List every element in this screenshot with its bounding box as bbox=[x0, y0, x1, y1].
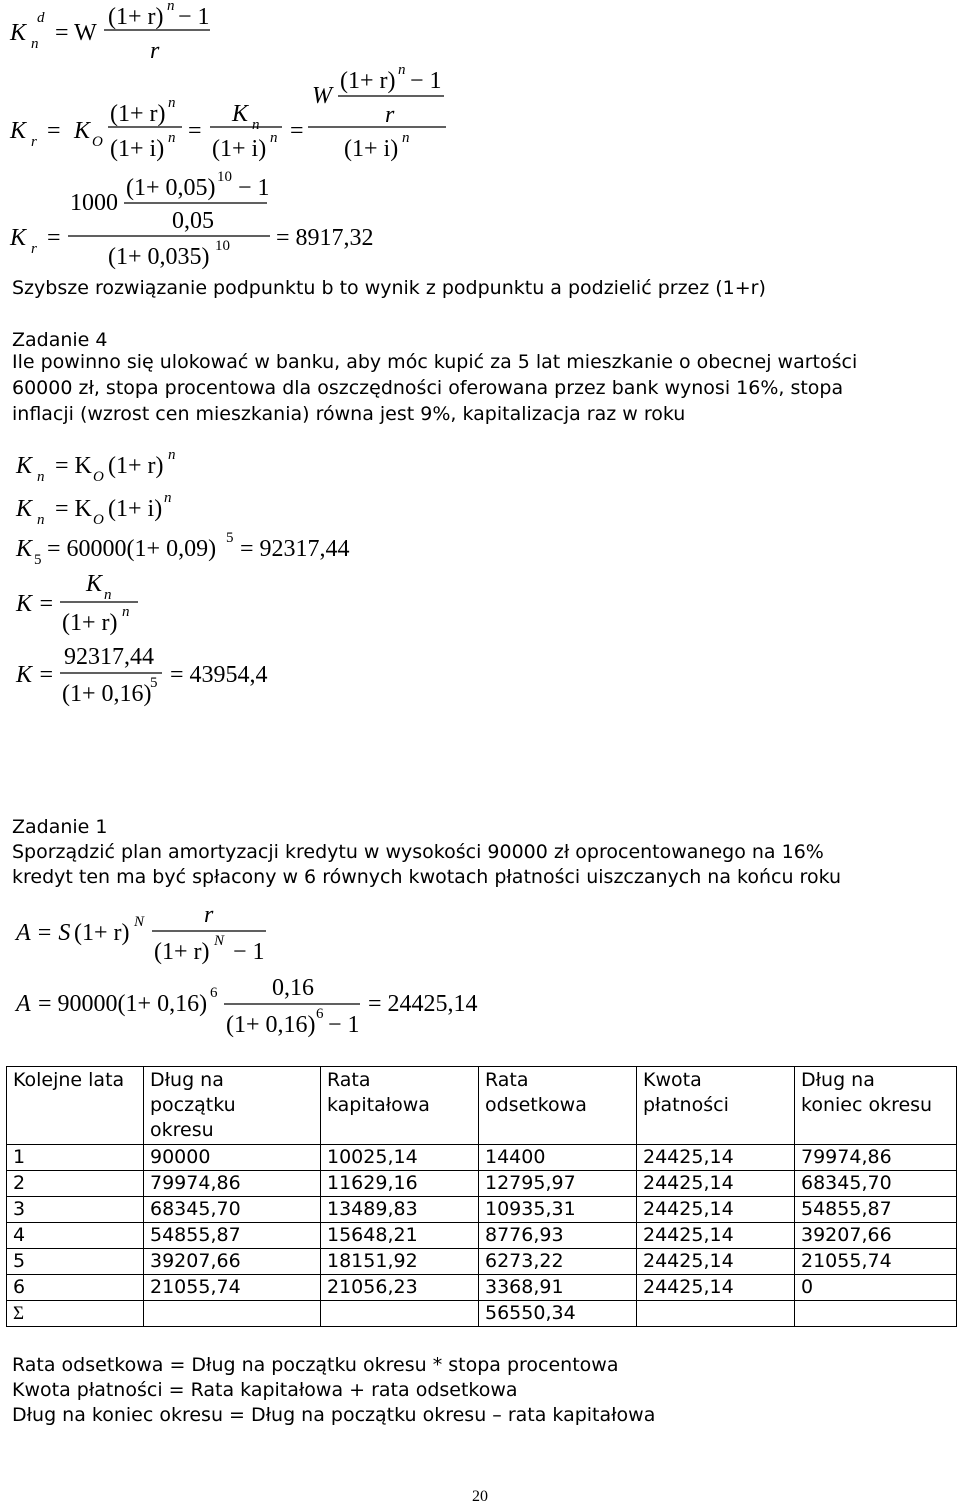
cell: 8776,93 bbox=[479, 1223, 637, 1249]
eq1-num: (1+ r) bbox=[108, 4, 164, 30]
eq2-K0-sub: O bbox=[92, 134, 103, 150]
formula-real-value bbox=[9, 62, 446, 162]
svg-text:A = S: A = S bbox=[16, 920, 71, 946]
table-row bbox=[7, 1197, 957, 1223]
cell: 68345,70 bbox=[795, 1171, 957, 1197]
svg-text:= 92317,44: = 92317,44 bbox=[240, 536, 350, 562]
eq2-frac2-num-sub: n bbox=[252, 117, 260, 133]
cell bbox=[637, 1301, 795, 1327]
eq1-den: r bbox=[150, 38, 160, 64]
eq3-inner-num: (1+ 0,05) bbox=[126, 175, 216, 201]
svg-text:92317,44: 92317,44 bbox=[64, 644, 154, 670]
svg-text:K =: K = bbox=[16, 591, 55, 617]
task4-formula-1 bbox=[15, 447, 176, 485]
task1-formula-1 bbox=[14, 902, 266, 965]
svg-text:= K: = K bbox=[55, 453, 92, 479]
svg-text:n: n bbox=[122, 604, 130, 620]
cell: 18151,92 bbox=[321, 1249, 479, 1275]
eq3-inner-exp: 10 bbox=[217, 169, 232, 185]
svg-text:K: K bbox=[16, 536, 33, 562]
svg-text:= 43954,4: = 43954,4 bbox=[170, 662, 268, 688]
cell: 2 bbox=[7, 1171, 144, 1197]
col-header-debt-end bbox=[795, 1067, 957, 1145]
task4-line-2: 60000 zł, stopa procentowa dla oszczędności oferowana przez bank wynosi 16%, stopa bbox=[12, 377, 844, 399]
eq2-frac1-num: (1+ r) bbox=[110, 101, 166, 127]
task1-line-2: kredyt ten ma być spłacony w 6 równych kwotach płatności uiszczanych na końcu roku bbox=[12, 866, 842, 888]
col-header-label: Rata kapitałowa bbox=[327, 1069, 430, 1116]
eq1-lhs-sup: d bbox=[37, 10, 45, 26]
cell: 79974,86 bbox=[144, 1171, 321, 1197]
eq2-frac1-den-exp: n bbox=[168, 130, 176, 146]
cell: 24425,14 bbox=[637, 1275, 795, 1301]
cell: 54855,87 bbox=[795, 1197, 957, 1223]
formula-numeric-result bbox=[9, 169, 374, 270]
task1-line-1: Sporządzić plan amortyzacji kredytu w wysokości 90000 zł oprocentowanego na 16% bbox=[12, 841, 824, 863]
cell: Σ bbox=[7, 1301, 144, 1327]
eq1-lhs: K bbox=[10, 20, 27, 46]
svg-text:0,16: 0,16 bbox=[272, 975, 314, 1001]
cell: 12795,97 bbox=[479, 1171, 637, 1197]
eq3-lhs: K bbox=[10, 225, 27, 251]
eq2-frac1-den: (1+ i) bbox=[110, 136, 165, 162]
col-header-label: Dług na koniec okresu bbox=[801, 1069, 933, 1116]
svg-text:(1+ 0,16): (1+ 0,16) bbox=[62, 681, 152, 707]
col-header-payment bbox=[637, 1067, 795, 1145]
svg-text:(1+ r): (1+ r) bbox=[62, 610, 118, 636]
cell bbox=[795, 1301, 957, 1327]
task1-f2-lhs: = 90000(1+ 0,16) bbox=[38, 991, 208, 1017]
cell: 39207,66 bbox=[795, 1223, 957, 1249]
cell: 21056,23 bbox=[321, 1275, 479, 1301]
svg-text:5: 5 bbox=[226, 530, 234, 546]
eq2-eq1: = bbox=[47, 118, 61, 144]
eq2-frac3-inner-tail: − 1 bbox=[410, 68, 442, 94]
eq3-inner-tail: − 1 bbox=[238, 175, 270, 201]
note-faster-solution: Szybsze rozwiązanie podpunktu b to wynik z podpunktu a podzielić przez (1+r) bbox=[12, 277, 766, 299]
task4-formula-4 bbox=[15, 571, 138, 636]
eq2-frac3-den: (1+ i) bbox=[344, 136, 399, 162]
eq2-frac2-den-exp: n bbox=[270, 130, 278, 146]
cell: 6273,22 bbox=[479, 1249, 637, 1275]
cell bbox=[321, 1301, 479, 1327]
eq2-eq2: = bbox=[188, 118, 202, 144]
svg-text:n: n bbox=[164, 490, 172, 506]
svg-text:K: K bbox=[16, 496, 33, 522]
cell: 13489,83 bbox=[321, 1197, 479, 1223]
svg-text:5: 5 bbox=[150, 675, 158, 691]
svg-text:r: r bbox=[204, 902, 214, 928]
eq3-den: (1+ 0,035) bbox=[108, 244, 210, 270]
cell: 3368,91 bbox=[479, 1275, 637, 1301]
task1-title: Zadanie 1 bbox=[12, 816, 108, 838]
eq1-rhs: = W bbox=[55, 20, 97, 46]
cell: 68345,70 bbox=[144, 1197, 321, 1223]
definition-interest: Rata odsetkowa = Dług na początku okresu * stopa procentowa bbox=[12, 1354, 619, 1376]
cell: 14400 bbox=[479, 1145, 637, 1171]
svg-text:(1+ r): (1+ r) bbox=[154, 939, 210, 965]
svg-text:K: K bbox=[16, 453, 33, 479]
definition-debt-end: Dług na koniec okresu = Dług na początku okresu – rata kapitałowa bbox=[12, 1404, 656, 1426]
amortization-table bbox=[6, 1066, 957, 1327]
cell: 3 bbox=[7, 1197, 144, 1223]
svg-text:(1+ r): (1+ r) bbox=[108, 453, 164, 479]
cell: 4 bbox=[7, 1223, 144, 1249]
col-header-label: Rata odsetkowa bbox=[485, 1069, 587, 1116]
cell bbox=[144, 1301, 321, 1327]
eq2-lhs: K bbox=[10, 118, 27, 144]
eq3-den-exp: 10 bbox=[215, 238, 230, 254]
svg-text:n: n bbox=[168, 447, 176, 463]
svg-text:N: N bbox=[134, 914, 145, 930]
svg-text:n: n bbox=[104, 587, 112, 603]
cell: 1 bbox=[7, 1145, 144, 1171]
cell: 21055,74 bbox=[144, 1275, 321, 1301]
cell: 11629,16 bbox=[321, 1171, 479, 1197]
col-header-years bbox=[7, 1067, 144, 1145]
eq2-frac1-num-exp: n bbox=[168, 95, 176, 111]
svg-text:= K: = K bbox=[55, 496, 92, 522]
eq2-frac2-num: K bbox=[232, 101, 249, 127]
task4-formula-3 bbox=[15, 530, 350, 568]
eq1-lhs-sub: n bbox=[31, 36, 39, 52]
svg-text:K: K bbox=[86, 571, 103, 597]
cell: 24425,14 bbox=[637, 1197, 795, 1223]
eq3-eq: = bbox=[47, 225, 61, 251]
svg-text:N: N bbox=[214, 933, 225, 949]
cell: 24425,14 bbox=[637, 1249, 795, 1275]
cell: 0 bbox=[795, 1275, 957, 1301]
page-number: 20 bbox=[472, 1488, 488, 1505]
svg-text:5: 5 bbox=[34, 552, 42, 568]
eq2-eq3: = bbox=[290, 118, 304, 144]
table-header-row bbox=[7, 1067, 957, 1145]
svg-text:n: n bbox=[37, 469, 45, 485]
eq2-frac3-inner-num: (1+ r) bbox=[340, 68, 396, 94]
cell: 5 bbox=[7, 1249, 144, 1275]
task1-formula-2 bbox=[14, 975, 478, 1038]
task4-formula-5 bbox=[15, 644, 268, 707]
cell: 54855,87 bbox=[144, 1223, 321, 1249]
table-row bbox=[7, 1145, 957, 1171]
svg-text:(1+ 0,16): (1+ 0,16) bbox=[226, 1012, 316, 1038]
task4-line-3: inflacji (wzrost cen mieszkania) równa jest 9%, kapitalizacja raz w roku bbox=[12, 403, 686, 425]
svg-text:− 1: − 1 bbox=[328, 1012, 360, 1038]
eq2-frac3-W: W bbox=[312, 83, 332, 109]
col-header-label: Dług na początku okresu bbox=[150, 1069, 236, 1141]
col-header-label: Kolejne lata bbox=[13, 1069, 125, 1091]
task4-line-1: Ile powinno się ulokować w banku, aby móc kupić za 5 lat mieszkanie o obecnej wartości bbox=[12, 351, 858, 373]
eq3-inner-den: 0,05 bbox=[172, 208, 214, 234]
eq2-K0: K bbox=[74, 118, 91, 144]
svg-text:= 24425,14: = 24425,14 bbox=[368, 991, 478, 1017]
task4-title: Zadanie 4 bbox=[12, 329, 108, 351]
eq2-frac3-inner-den: r bbox=[385, 102, 395, 128]
svg-text:= 60000(1+ 0,09): = 60000(1+ 0,09) bbox=[47, 536, 217, 562]
cell: 56550,34 bbox=[479, 1301, 637, 1327]
cell: 24425,14 bbox=[637, 1145, 795, 1171]
cell: 10025,14 bbox=[321, 1145, 479, 1171]
cell: 15648,21 bbox=[321, 1223, 479, 1249]
eq2-frac3-den-exp: n bbox=[402, 130, 410, 146]
cell: 21055,74 bbox=[795, 1249, 957, 1275]
task1-f2-A: A bbox=[16, 991, 31, 1017]
col-header-principal bbox=[321, 1067, 479, 1145]
table-row bbox=[7, 1171, 957, 1197]
cell: 79974,86 bbox=[795, 1145, 957, 1171]
svg-text:− 1: − 1 bbox=[233, 939, 265, 965]
eq3-lhs-sub: r bbox=[31, 241, 37, 257]
svg-text:6: 6 bbox=[210, 985, 218, 1001]
eq3-coef: 1000 bbox=[70, 190, 118, 216]
cell: 6 bbox=[7, 1275, 144, 1301]
col-header-interest bbox=[479, 1067, 637, 1145]
definition-payment: Kwota płatności = Rata kapitałowa + rata odsetkowa bbox=[12, 1379, 518, 1401]
cell: 24425,14 bbox=[637, 1223, 795, 1249]
eq3-result: = 8917,32 bbox=[276, 225, 374, 251]
cell: 90000 bbox=[144, 1145, 321, 1171]
formula-annuity-future-value bbox=[9, 0, 210, 64]
svg-text:6: 6 bbox=[316, 1006, 324, 1022]
svg-text:n: n bbox=[37, 512, 45, 528]
svg-text:K =: K = bbox=[16, 662, 55, 688]
table-row bbox=[7, 1249, 957, 1275]
cell: 39207,66 bbox=[144, 1249, 321, 1275]
eq2-frac2-den: (1+ i) bbox=[212, 136, 267, 162]
table-row-sum bbox=[7, 1301, 957, 1327]
cell: 10935,31 bbox=[479, 1197, 637, 1223]
task4-formula-2 bbox=[15, 490, 172, 528]
svg-text:(1+ i): (1+ i) bbox=[108, 496, 163, 522]
eq1-num-tail: − 1 bbox=[178, 4, 210, 30]
cell: 24425,14 bbox=[637, 1171, 795, 1197]
table-row bbox=[7, 1223, 957, 1249]
svg-text:O: O bbox=[93, 469, 104, 485]
svg-text:O: O bbox=[93, 512, 104, 528]
col-header-debt-start bbox=[144, 1067, 321, 1145]
table-row bbox=[7, 1275, 957, 1301]
col-header-label: Kwota płatności bbox=[643, 1069, 729, 1116]
svg-text:(1+ r): (1+ r) bbox=[74, 920, 130, 946]
eq1-num-exp: n bbox=[167, 0, 175, 14]
eq2-lhs-sub: r bbox=[31, 134, 37, 150]
eq2-frac3-inner-exp: n bbox=[398, 62, 406, 78]
